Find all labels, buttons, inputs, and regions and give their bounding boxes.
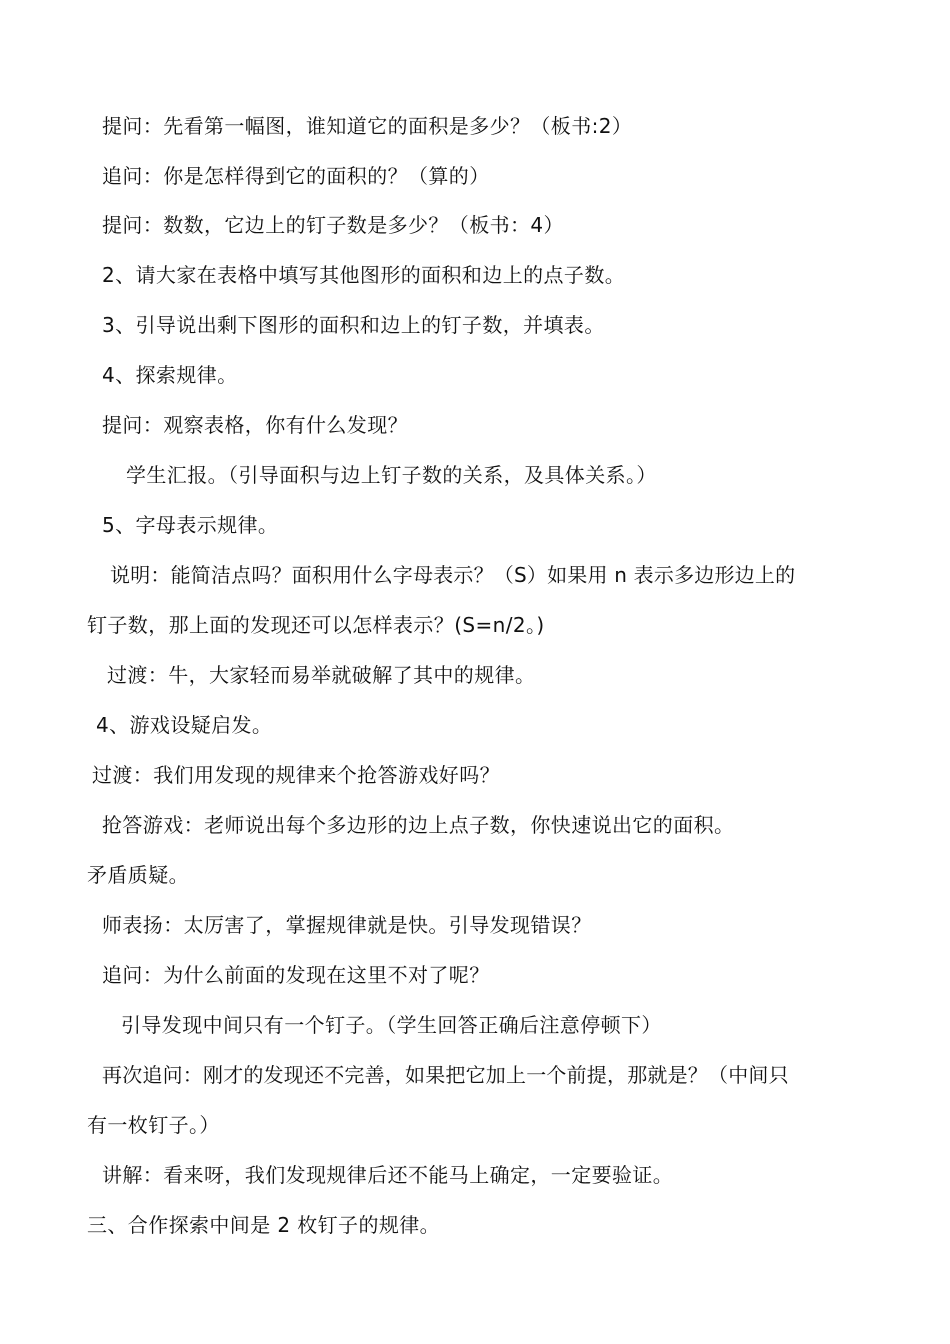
text-line: 追问：为什么前面的发现在这里不对了呢？ [102,963,490,987]
text-line: 3、引导说出剩下图形的面积和边上的钉子数，并填表。 [102,313,605,337]
text-line: 5、字母表示规律。 [102,513,279,537]
text-line: 追问：你是怎样得到它的面积的？（算的） [102,164,490,188]
text-line: 讲解：看来呀，我们发现规律后还不能马上确定，一定要验证。 [102,1163,674,1187]
text-line: 提问：观察表格，你有什么发现？ [102,413,408,437]
text-line: 三、合作探索中间是 2 枚钉子的规律。 [87,1213,441,1237]
text-line: 引导发现中间只有一个钉子。（学生回答正确后注意停顿下） [121,1013,662,1037]
text-line: 矛盾质疑。 [87,863,189,887]
text-line: 说明：能简洁点吗？面积用什么字母表示？（S）如果用 n 表示多边形边上的 [110,563,796,587]
text-line: 4、探索规律。 [102,363,238,387]
text-line: 抢答游戏：老师说出每个多边形的边上点子数，你快速说出它的面积。 [102,813,735,837]
text-line: 过渡：牛，大家轻而易举就破解了其中的规律。 [107,663,536,687]
text-line: 过渡：我们用发现的规律来个抢答游戏好吗？ [92,763,500,787]
text-line: 再次追问：刚才的发现还不完善，如果把它加上一个前提，那就是？（中间只 [102,1063,789,1087]
text-line: 提问：数数，它边上的钉子数是多少？（板书：4） [102,213,564,237]
text-line: 提问：先看第一幅图，谁知道它的面积是多少？（板书:2） [102,114,633,138]
text-line: 师表扬：太厉害了，掌握规律就是快。引导发现错误？ [102,913,592,937]
text-line: 4、游戏设疑启发。 [96,713,273,737]
text-line: 有一枚钉子。） [87,1113,220,1137]
text-line: 钉子数，那上面的发现还可以怎样表示？(S=n/2。) [87,613,545,637]
text-line: 学生汇报。（引导面积与边上钉子数的关系，及具体关系。） [126,463,657,487]
text-line: 2、请大家在表格中填写其他图形的面积和边上的点子数。 [102,263,626,287]
